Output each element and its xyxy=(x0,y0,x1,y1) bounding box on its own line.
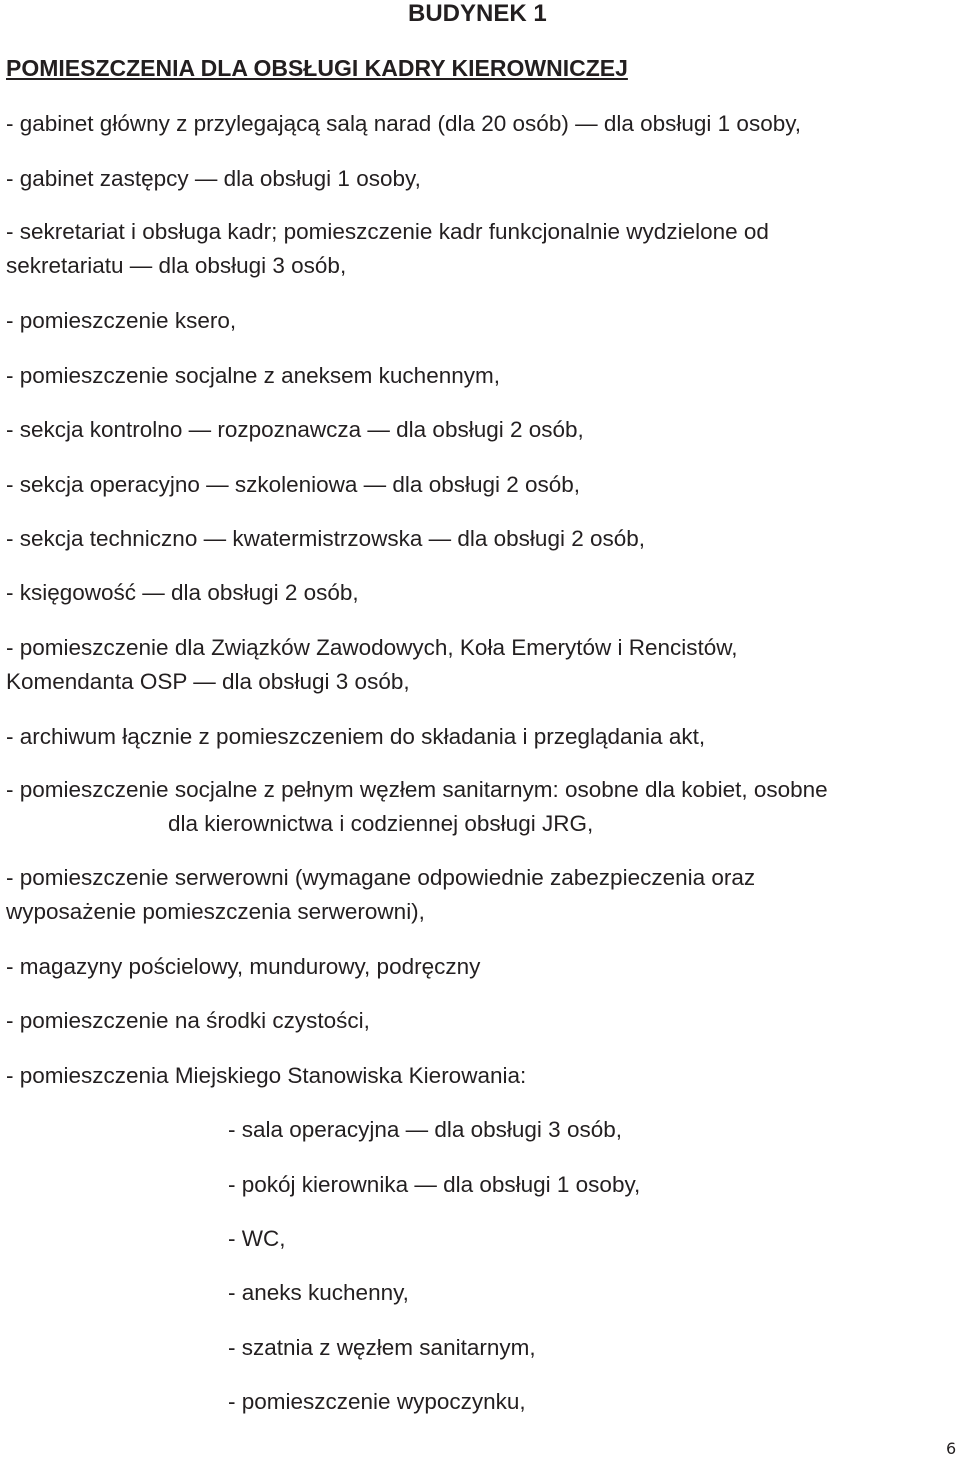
list-item: - pomieszczenie dla Związków Zawodowych, Koła Emerytów i Rencistów, xyxy=(6,635,738,660)
list-item: - gabinet główny z przylegającą salą narad (dla 20 osób) — dla obsługi 1 osoby, xyxy=(6,111,802,136)
sub-list-item: - WC, xyxy=(228,1226,286,1251)
list-item: - księgowość — dla obsługi 2 osób, xyxy=(6,580,359,605)
list-item: - pomieszczenie socjalne z aneksem kuchennym, xyxy=(6,363,500,388)
list-item: - pomieszczenie ksero, xyxy=(6,308,237,333)
list-item: - magazyny pościelowy, mundurowy, podręczny xyxy=(6,954,481,979)
list-item: - sekretariat i obsługa kadr; pomieszczenie kadr funkcjonalnie wydzielone od xyxy=(6,219,769,244)
list-item: - pomieszczenie serwerowni (wymagane odpowiednie zabezpieczenia oraz xyxy=(6,865,756,890)
sub-list-item: - aneks kuchenny, xyxy=(228,1280,409,1305)
list-item-continuation: wyposażenie pomieszczenia serwerowni), xyxy=(6,899,425,924)
list-item: - sekcja operacyjno — szkoleniowa — dla obsługi 2 osób, xyxy=(6,472,581,497)
sub-list-item: - sala operacyjna — dla obsługi 3 osób, xyxy=(228,1117,622,1142)
list-item: - gabinet zastępcy — dla obsługi 1 osoby, xyxy=(6,166,421,191)
list-item: - pomieszczenie socjalne z pełnym węzłem sanitarnym: osobne dla kobiet, osobne xyxy=(6,777,828,802)
list-item: - sekcja kontrolno — rozpoznawcza — dla obsługi 2 osób, xyxy=(6,417,584,442)
list-item: - archiwum łącznie z pomieszczeniem do składania i przeglądania akt, xyxy=(6,724,706,749)
section-heading: POMIESZCZENIA DLA OBSŁUGI KADRY KIEROWNICZEJ xyxy=(6,55,628,81)
page-number: 6 xyxy=(946,1439,957,1458)
list-item: - sekcja techniczno — kwatermistrzowska — dla obsługi 2 osób, xyxy=(6,526,646,551)
sub-list-item: - szatnia z węzłem sanitarnym, xyxy=(228,1335,536,1360)
sub-list-item: - pokój kierownika — dla obsługi 1 osoby, xyxy=(228,1172,641,1197)
list-item: - pomieszczenia Miejskiego Stanowiska Kierowania: xyxy=(6,1063,527,1088)
sub-list-item: - pomieszczenie wypoczynku, xyxy=(228,1389,526,1414)
list-item-continuation: sekretariatu — dla obsługi 3 osób, xyxy=(6,253,347,278)
list-item-continuation: dla kierownictwa i codziennej obsługi JRG, xyxy=(168,811,594,836)
list-item-continuation: Komendanta OSP — dla obsługi 3 osób, xyxy=(6,669,410,694)
list-item: - pomieszczenie na środki czystości, xyxy=(6,1008,370,1033)
document-title: BUDYNEK 1 xyxy=(408,0,547,27)
